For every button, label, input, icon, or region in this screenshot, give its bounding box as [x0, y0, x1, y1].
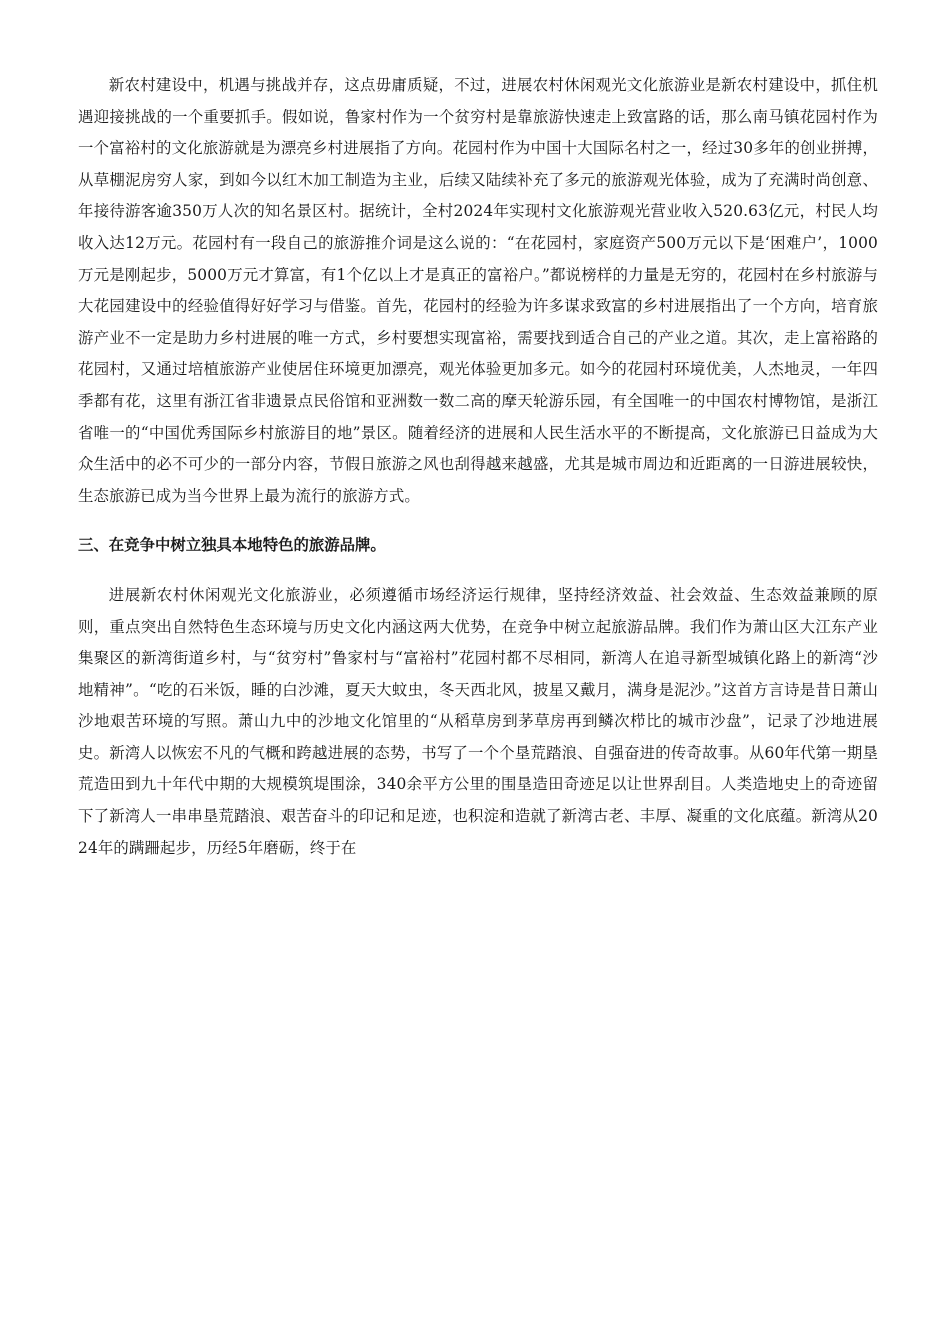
section-heading: 三、在竞争中树立独具本地特色的旅游品牌。 — [78, 536, 386, 555]
body-paragraph-1: 新农村建设中，机遇与挑战并存，这点毋庸质疑，不过，进展农村休闲观光文化旅游业是新农村建设中，抓住机遇迎接挑战的一个重要抓手。假如说，鲁家村作为一个贫穷村是靠旅游快速走上致富路的话，那么南马镇花园村作为一个富裕村的文化旅游就是为漂亮乡村进展指了方向。花园村作为中国十大国际名村之一，经过30多年的创业拼搏，从草棚泥房穷人家，到如今以红木加工制造为主业，后续又陆续补充了多元的旅游观光体验，成为了充满时尚创意、年接待游客逾350万人次的知名景区村。据统计，全村2024年实现村文化旅游观光营业收入520.63亿元，村民人均收入达12万元。花园村有一段自己的旅游推介词是这么说的：“在花园村，家庭资产500万元以下是‘困难户’，1000万元是刚起步，5000万元才算富，有1个亿以上才是真正的富裕户。”都说榜样的力量是无穷的，花园村在乡村旅游与大花园建设中的经验值得好好学习与借鉴。首先，花园村的经验为许多谋求致富的乡村进展指出了一个方向，培育旅游产业不一定是助力乡村进展的唯一方式，乡村要想实现富裕，需要找到适合自己的产业之道。其次，走上富裕路的花园村，又通过培植旅游产业使居住环境更加漂亮，观光体验更加多元。如今的花园村环境优美，人杰地灵，一年四季都有花，这里有浙江省非遗景点民俗馆和亚洲数一数二高的摩天轮游乐园，有全国唯一的中国农村博物馆，是浙江省唯一的“中国优秀国际乡村旅游目的地”景区。随着经济的进展和人民生活水平的不断提高，文化旅游已日益成为大众生活中的必不可少的一部分内容，节假日旅游之风也刮得越来越盛，尤其是城市周边和近距离的一日游进展较快，生态旅游已成为当今世界上最为流行的旅游方式。 — [78, 76, 878, 505]
body-paragraph-2: 进展新农村休闲观光文化旅游业，必须遵循市场经济运行规律，坚持经济效益、社会效益、生态效益兼顾的原则，重点突出自然特色生态环境与历史文化内涵这两大优势，在竞争中树立起旅游品牌。我们作为萧山区大江东产业集聚区的新湾街道乡村，与“贫穷村”鲁家村与“富裕村”花园村都不尽相同，新湾人在追寻新型城镇化路上的新湾“沙地精神”。“吃的石米饭，睡的白沙滩，夏天大蚊虫，冬天西北风，披星又戴月，满身是泥沙。”这首方言诗是昔日萧山沙地艰苦环境的写照。萧山九中的沙地文化馆里的“从稻草房到茅草房再到鳞次栉比的城市沙盘”，记录了沙地进展史。新湾人以恢宏不凡的气概和跨越进展的态势，书写了一个个垦荒踏浪、自强奋进的传奇故事。从60年代第一期垦荒造田到九十年代中期的大规模筑堤围涂，340余平方公里的围垦造田奇迹足以让世界刮目。人类造地史上的奇迹留下了新湾人一串串垦荒踏浪、艰苦奋斗的印记和足迹，也积淀和造就了新湾古老、丰厚、凝重的文化底蕴。新湾从2024年的蹒跚起步，历经5年磨砺，终于在 — [78, 585, 878, 857]
document-page — [78, 70, 878, 864]
